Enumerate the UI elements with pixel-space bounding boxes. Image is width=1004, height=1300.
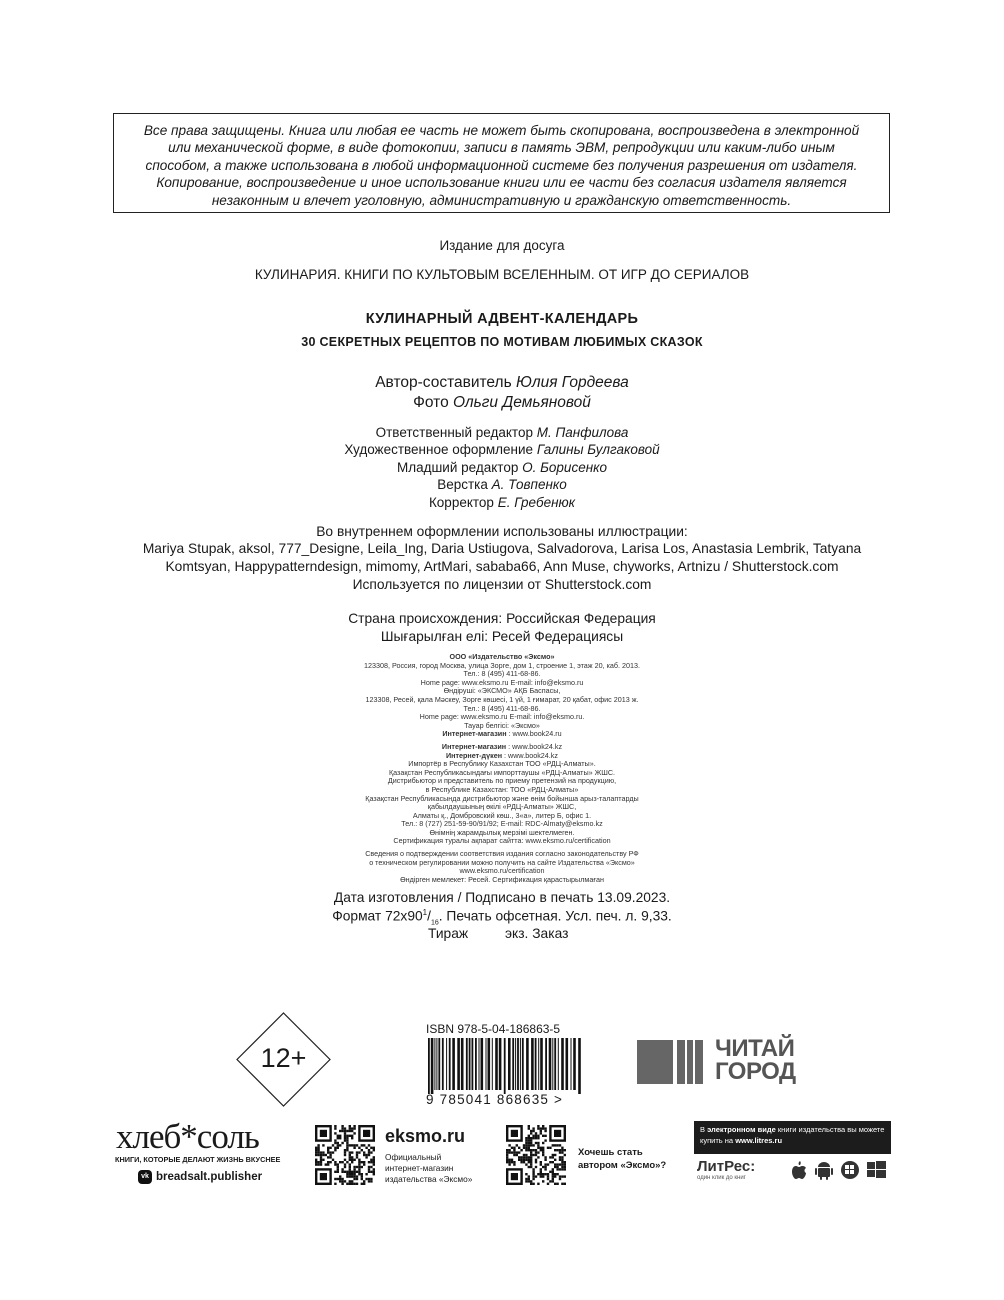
- barcode-bar: [558, 1038, 559, 1090]
- edition-type: Издание для досуга: [439, 238, 565, 253]
- android-icon: [815, 1162, 833, 1180]
- social-handle: breadsalt.publisher: [156, 1171, 263, 1183]
- copies-label: экз. Заказ: [505, 926, 569, 941]
- barcode-bar: [535, 1038, 537, 1090]
- barcode-bar: [469, 1038, 471, 1090]
- origin-line: Страна происхождения: Российская Федерация: [348, 611, 656, 626]
- barcode-bar: [499, 1038, 502, 1090]
- publisher-info-line: Интернет-магазин : www.book24.kz: [441, 741, 563, 751]
- chitai-word: ЧИТАЙ: [715, 1035, 795, 1062]
- barcode-bar: [434, 1038, 435, 1090]
- author-label: Автор-составитель: [375, 374, 512, 391]
- eksmo-desc-line: издательства «Эксмо»: [385, 1174, 473, 1184]
- credit-label: Художественное оформление: [344, 442, 534, 457]
- notice-line: Копирование, воспроизведение и иное использование книги или ее части без согласия издателя является: [156, 175, 847, 191]
- notice-line: или механической форме, в виде фотокопии, записи в память ЭВМ, репродукции или каким-либо иным: [168, 140, 835, 156]
- litres-link[interactable]: www.litres.ru: [735, 1136, 783, 1145]
- publisher-info-line: Қазақстан Республикасындағы импорттаушы «РДЦ-Алматы» ЖШС.: [388, 767, 616, 777]
- credit-line: [0, 460, 1004, 475]
- vk-icon: vk: [138, 1170, 152, 1184]
- credit-label: Младший редактор: [396, 460, 519, 475]
- author-line: [0, 374, 1004, 392]
- illustrations-line: Во внутреннем оформлении использованы иллюстрации:: [316, 524, 688, 539]
- barcode-bar: [531, 1038, 534, 1090]
- credit-name: Галины Булгаковой: [536, 442, 660, 457]
- barcode-bar: [508, 1038, 511, 1090]
- litres-text: В: [700, 1125, 708, 1134]
- author-cta: [578, 1146, 666, 1172]
- barcode-bar: [457, 1038, 460, 1090]
- barcode-bar: [515, 1038, 516, 1090]
- barcode-bar: [488, 1038, 491, 1090]
- publisher-info-line: Өнімнің жарамдылық мерзімі шектелмеген.: [429, 827, 575, 837]
- windows-phone-icon: [841, 1161, 859, 1179]
- litres-text: электронном виде: [707, 1125, 776, 1134]
- publisher-info-line: Өндірген мемлекет: Ресей. Сертификация қарастырылмаған: [400, 874, 604, 884]
- apple-icon: [792, 1161, 806, 1179]
- hleb-sol-logo: хлеб*соль: [116, 1117, 259, 1156]
- publisher-info-line: Home page: www.eksmo.ru E-mail: info@eksmo.ru: [420, 677, 584, 687]
- barcode-bar: [452, 1038, 455, 1090]
- publisher-info-line: Тел.: 8 (727) 251-59-90/91/92; E-mail: RDC-Almaty@eksmo.kz: [401, 819, 603, 829]
- author-name: Юлия Гордеева: [515, 374, 629, 391]
- barcode-bar: [517, 1038, 519, 1090]
- hleb-sol-tagline: КНИГИ, КОТОРЫЕ ДЕЛАЮТ ЖИЗНЬ ВКУСНЕЕ: [115, 1155, 281, 1164]
- book-subtitle: 30 СЕКРЕТНЫХ РЕЦЕПТОВ ПО МОТИВАМ ЛЮБИМЫХ СКАЗОК: [301, 335, 703, 349]
- notice-line: незаконным и влечет уголовную, административную и гражданскую ответственность.: [211, 192, 792, 208]
- gorod-word: ГОРОД: [715, 1058, 796, 1085]
- illustrations-line: Используется по лицензии от Shutterstock.com: [352, 577, 652, 592]
- qr-code-icon[interactable]: [506, 1125, 566, 1185]
- publisher-info-line: қабылдаушының өкілі «РДЦ-Алматы» ЖШС,: [427, 802, 577, 812]
- barcode-digits: 9 785041 868635 >: [426, 1092, 564, 1107]
- credit-line: [0, 495, 1004, 510]
- barcode-bar: [495, 1038, 498, 1090]
- barcode-bar: [449, 1038, 451, 1090]
- print-format: Формат $72х90^1/_{16}$. Печать офсетная. Усл. печ. л. 9,33.: [332, 908, 672, 927]
- publisher-info-line: Интернет-дүкен : www.book24.kz: [445, 750, 558, 760]
- book-title: КУЛИНАРНЫЙ АДВЕНТ-КАЛЕНДАРЬ: [365, 311, 639, 327]
- publisher-info-line: о техническом регулировании можно получить на сайте Издательства «Эксмо»: [369, 857, 635, 867]
- illustrations-line: Komtsyan, Happypatterndesign, mimomy, ArtMari, sababa66, Ann Muse, chyworks, Artnizu / Shutterstock.com: [165, 559, 839, 574]
- barcode-bar: [466, 1038, 468, 1090]
- barcode-bar: [566, 1038, 569, 1090]
- credit-label: Верстка: [437, 477, 488, 492]
- series-title: КУЛИНАРИЯ. КНИГИ ПО КУЛЬТОВЫМ ВСЕЛЕННЫМ. ОТ ИГР ДО СЕРИАЛОВ: [254, 267, 750, 282]
- barcode-bar: [526, 1038, 529, 1090]
- barcode-bar: [561, 1038, 564, 1090]
- publisher-info-line: в Республике Казахстан: ТОО «РДЦ-Алматы»: [425, 784, 579, 794]
- credit-label: Ответственный редактор: [375, 425, 533, 440]
- credit-line: [0, 477, 1004, 492]
- barcode-bar: [442, 1038, 444, 1090]
- barcode-bar: [504, 1038, 506, 1094]
- barcode-bar: [512, 1038, 514, 1090]
- barcode: [426, 1038, 584, 1094]
- publisher-info: [302, 653, 702, 884]
- credit-line: [0, 442, 1004, 457]
- publisher-info-line: www.eksmo.ru/certification: [459, 866, 545, 876]
- eksmo-desc-line: Официальный: [385, 1152, 442, 1162]
- litres-text: купить на: [700, 1136, 736, 1145]
- photo-label: Фото: [413, 394, 449, 411]
- copyright-notice: [113, 113, 890, 213]
- credit-name: О. Борисенко: [522, 460, 608, 475]
- isbn: ISBN 978-5-04-186863-5: [426, 1022, 561, 1036]
- litres-line-2: [700, 1135, 885, 1146]
- eksmo-site[interactable]: eksmo.ru: [385, 1126, 466, 1146]
- litres-banner: [694, 1121, 891, 1154]
- format-prefix: Формат 72х90: [332, 908, 423, 924]
- format-suffix: . Печать офсетная. Усл. печ. л. 9,33.: [438, 908, 672, 924]
- barcode-bar: [545, 1038, 547, 1090]
- barcode-bar: [428, 1038, 430, 1094]
- format-sup: 1: [422, 908, 428, 917]
- barcode-bar: [481, 1038, 484, 1090]
- publisher-info-line: Алматы қ., Домбровский көш., 3«а», литер Б, офис 1.: [412, 810, 592, 820]
- barcode-bar: [573, 1038, 576, 1090]
- qr-code-icon[interactable]: [315, 1125, 375, 1185]
- barcode-bar: [540, 1038, 543, 1090]
- barcode-bar: [538, 1038, 539, 1090]
- barcode-bar: [486, 1038, 487, 1090]
- barcode-bar: [479, 1038, 480, 1090]
- barcode-bar: [522, 1038, 524, 1090]
- barcode-bar: [446, 1038, 447, 1090]
- publisher-info-line: Сертификация туралы ақпарат сайтта: www.eksmo.ru/certification: [393, 836, 611, 846]
- barcode-bar: [571, 1038, 572, 1090]
- format-sub: 16: [430, 919, 439, 927]
- age-rating-badge: [236, 1012, 331, 1107]
- credit-label: Корректор: [428, 495, 494, 510]
- publisher-info-line: Сведения о подтверждении соответствия издания согласно законодательству РФ: [365, 849, 639, 859]
- print-date: Дата изготовления / Подписано в печать 13.09.2023.: [333, 890, 671, 905]
- barcode-bar: [436, 1038, 437, 1090]
- publisher-info-line: Тел.: 8 (495) 411-68-86.: [463, 703, 541, 713]
- platform-icons: [791, 1159, 891, 1181]
- notice-line: Все права защищены. Книга или любая ее часть не может быть скопирована, воспроизведена в электронной: [143, 123, 860, 138]
- age-rating: 12+: [260, 1043, 307, 1073]
- barcode-bar: [492, 1038, 493, 1090]
- photo-name: Ольги Демьяновой: [453, 394, 591, 411]
- litres-slogan: один клик до книг: [697, 1175, 746, 1181]
- publisher-info-line: Дистрибьютор и представитель по приему претензий на продукцию,: [387, 776, 617, 786]
- publisher-info-line: Тауар белгісі: «Эксмо»: [464, 720, 540, 730]
- eksmo-desc-line: интернет-магазин: [385, 1163, 454, 1173]
- barcode-bar: [475, 1038, 477, 1090]
- author-cta-line: Хочешь стать: [578, 1147, 643, 1158]
- author-cta-line: автором «Эксмо»?: [578, 1160, 667, 1171]
- barcode-bar: [472, 1038, 474, 1090]
- barcode-bar: [438, 1038, 440, 1090]
- credit-name: А. Товпенко: [491, 477, 567, 492]
- notice-line: способом, а также использована в любой информационной системе без получения разрешения от издателя.: [145, 157, 858, 173]
- illustrations-line: Mariya Stupak, aksol, 777_Designe, Leila_Ing, Daria Ustiugova, Salvadorova, Larisa Los, Anastasia Lembrik, Tatyana: [142, 541, 862, 556]
- publisher-info-line: 123308, Россия, город Москва, улица Зорге, дом 1, строение 1, этаж 20, каб. 2013.: [364, 660, 640, 670]
- circulation-label: Тираж: [428, 926, 469, 941]
- litres-logo: ЛитРес:: [697, 1158, 756, 1175]
- publisher-info-line: Қазақстан Республикасында дистрибьютор және өнім бойынша арыз-талаптарды: [365, 793, 639, 803]
- credit-name: Е. Гребенюк: [497, 495, 576, 510]
- publisher-info-line: Тел.: 8 (495) 411-68-86.: [463, 669, 541, 679]
- litres-text: книги издательства вы можете: [775, 1125, 885, 1134]
- barcode-bar: [431, 1038, 434, 1094]
- barcode-bar: [578, 1038, 581, 1094]
- publisher-info-line: Импортёр в Республику Казахстан ТОО «РДЦ-Алматы».: [408, 759, 596, 769]
- publisher-info-line: Интернет-магазин : www.book24.ru: [442, 729, 562, 739]
- barcode-bar: [554, 1038, 556, 1090]
- publisher-info-line: Өндіруші: «ЭКСМО» АҚБ Баспасы,: [443, 686, 561, 696]
- barcode-bar: [549, 1038, 552, 1090]
- barcode-bar: [461, 1038, 464, 1090]
- publisher-info-line: 123308, Ресей, қала Мәскеу, Зорге көшесі, 1 үй, 1 ғимарат, 20 қабат, офис 2013 ж.: [365, 694, 639, 704]
- barcode-bar: [552, 1038, 553, 1090]
- credit-name: М. Панфилова: [536, 425, 629, 440]
- publisher-info-line: ООО «Издательство «Эксмо»: [449, 652, 555, 661]
- litres-line-1: [700, 1124, 885, 1135]
- barcode-bar: [520, 1038, 521, 1090]
- photo-line: [0, 394, 1004, 412]
- publisher-info-line: Home page: www.eksmo.ru E-mail: info@eksmo.ru.: [419, 712, 585, 722]
- origin-line: Шығарылған елі: Ресей Федерациясы: [380, 629, 624, 644]
- windows-icon: [867, 1161, 886, 1178]
- eksmo-description: [385, 1152, 472, 1185]
- book-stack-icon: [637, 1040, 707, 1086]
- credit-line: [0, 425, 1004, 440]
